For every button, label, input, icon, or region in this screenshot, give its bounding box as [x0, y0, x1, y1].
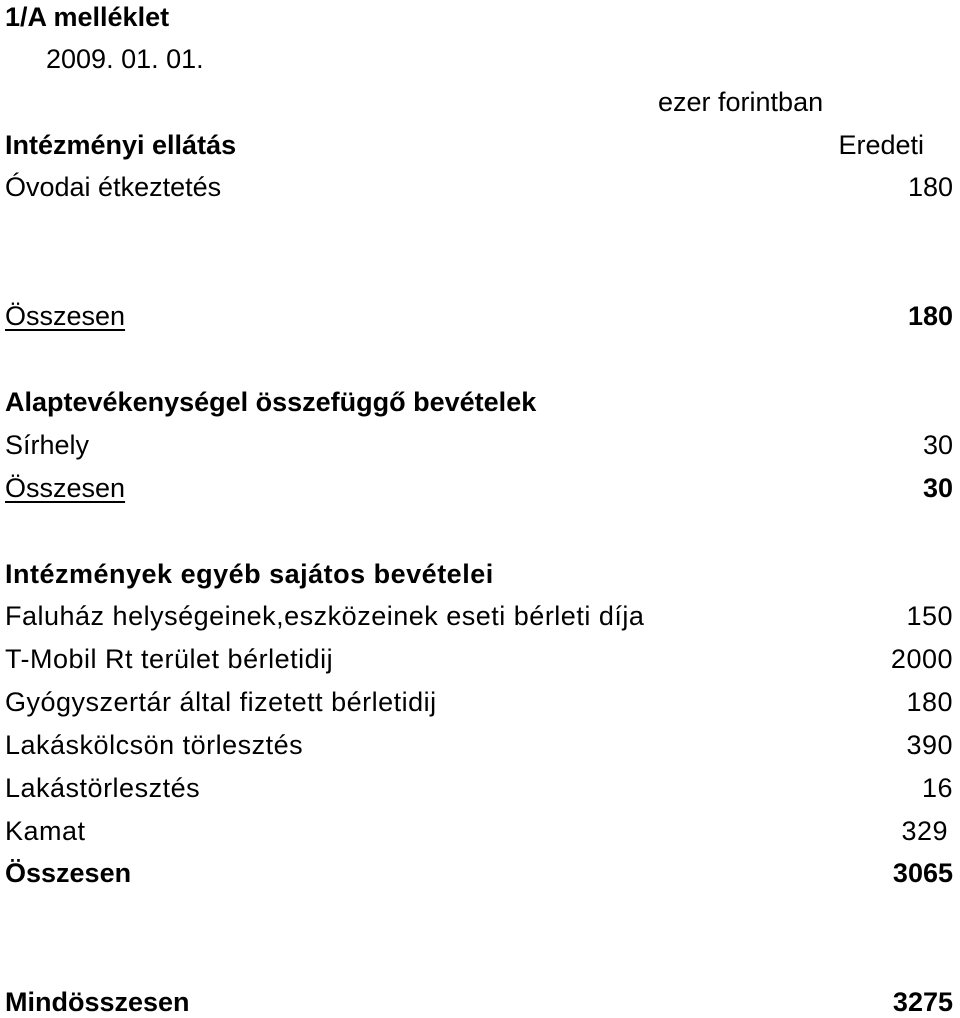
row-value: 390: [906, 730, 953, 760]
row-label: T-Mobil Rt terület bérletidij: [5, 644, 334, 674]
section3-title: Intézmények egyéb sajátos bevételei: [5, 559, 494, 589]
section2-total-value: 30: [922, 473, 953, 503]
document-date: 2009. 01. 01.: [46, 44, 204, 74]
row-label: Lakáskölcsön törlesztés: [5, 730, 304, 760]
row-label: Sírhely: [5, 430, 90, 460]
row-label: Óvodai étkeztetés: [5, 172, 222, 202]
row-value: 150: [906, 601, 953, 631]
row-label: Faluház helységeinek,eszközeinek eseti bérleti díja: [5, 601, 645, 631]
row-label: Gyógyszertár által fizetett bérletidij: [5, 687, 437, 717]
grand-total-label: Mindösszesen: [5, 987, 190, 1017]
unit-label: ezer forintban: [658, 87, 824, 117]
section3-total-value: 3065: [892, 858, 953, 888]
row-value: 2000: [890, 644, 953, 674]
annex-title: 1/A melléklet: [5, 2, 170, 32]
row-label: Kamat: [5, 816, 86, 846]
row-value: 329: [901, 816, 948, 846]
section1-total-value: 180: [907, 301, 953, 331]
row-label: Lakástörlesztés: [5, 773, 201, 803]
section1-title: Intézményi ellátás: [5, 130, 237, 160]
grand-total-value: 3275: [892, 987, 953, 1017]
row-value: 16: [921, 773, 953, 803]
row-value: 30: [922, 430, 953, 460]
column-label-eredeti: Eredeti: [838, 130, 924, 160]
section2-total-label: Összesen: [5, 473, 126, 503]
row-value: 180: [906, 687, 953, 717]
section3-total-label: Összesen: [5, 858, 132, 888]
section2-title: Alaptevékenységel összefüggő bevételek: [5, 387, 537, 417]
section1-total-label: Összesen: [5, 301, 126, 331]
row-value: 180: [907, 172, 953, 202]
